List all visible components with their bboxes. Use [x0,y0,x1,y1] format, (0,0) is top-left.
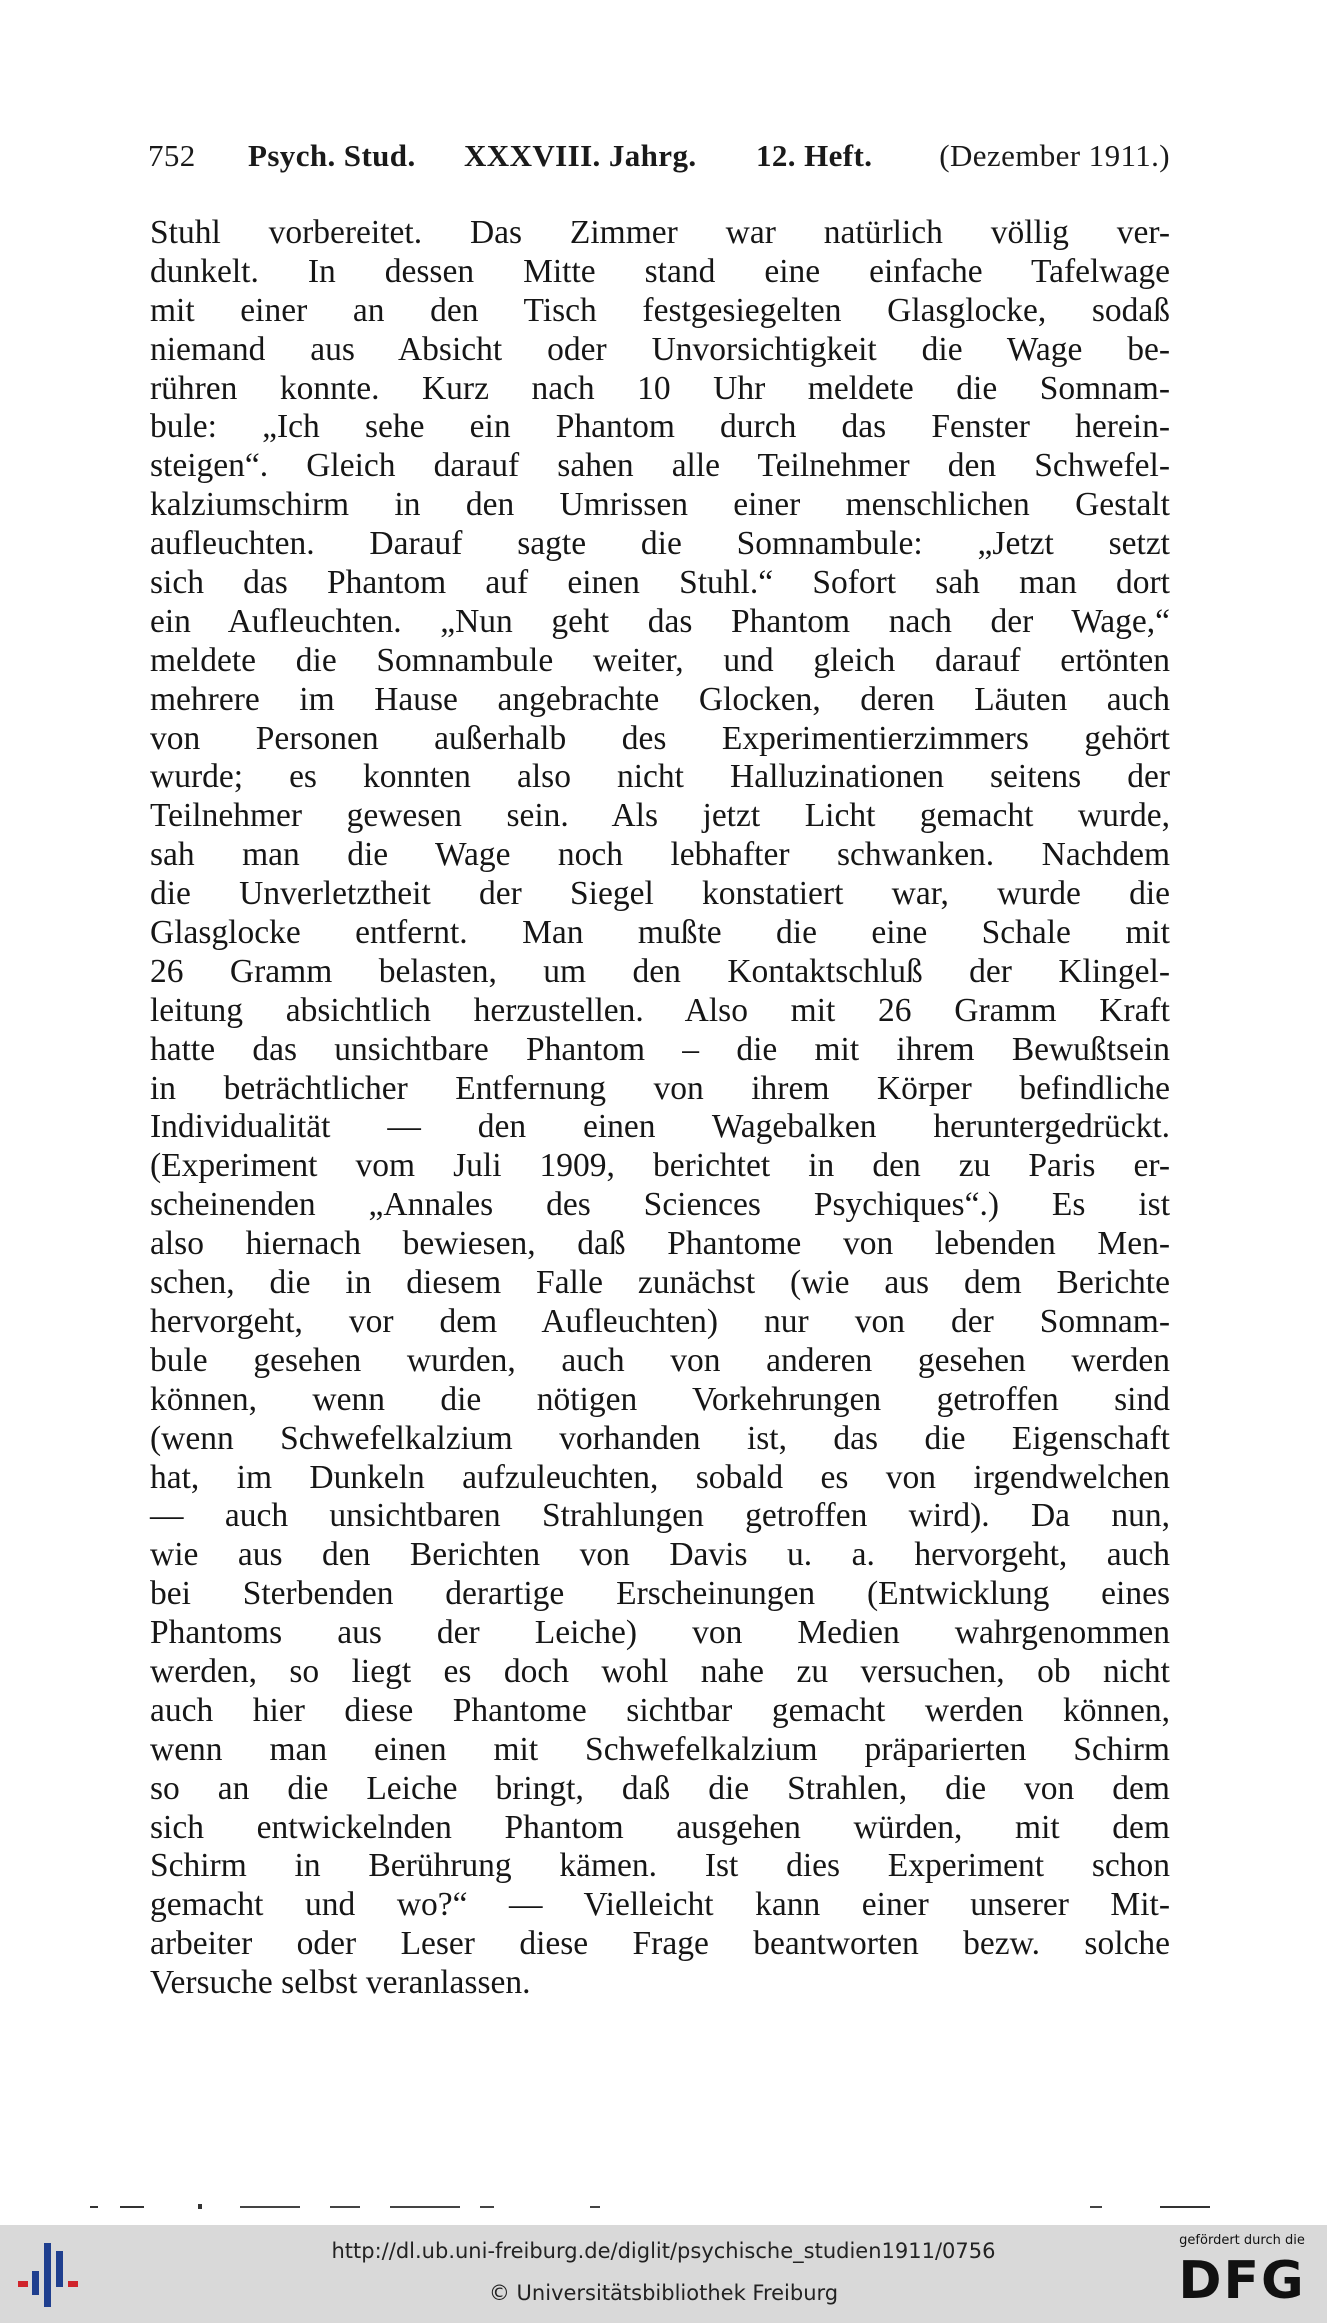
copyright-notice: © Universitätsbibliothek Freiburg [488,2281,839,2305]
text-line: arbeiter oder Leser diese Frage beantworten bezw. solche [150,1925,1170,1963]
text-line: hervorgeht, vor dem Aufleuchten) nur von der Somnam- [150,1302,1170,1340]
text-line: dunkelt. In dessen Mitte stand eine einfache Tafelwage [150,252,1170,290]
text-line: Versuche selbst veranlassen. [150,1964,531,2002]
text-line: sah man die Wage noch lebhafter schwanken. Nachdem [150,836,1170,874]
text-line: mit einer an den Tisch festgesiegelten Glasglocke, sodaß [150,291,1170,329]
volume-label: XXXVIII. Jahrg. [464,138,697,173]
text-line: (wenn Schwefelkalzium vorhanden ist, das die Eigenschaft [150,1419,1170,1457]
text-line: steigen“. Gleich darauf sahen alle Teilnehmer den Schwefel- [150,447,1170,485]
dfg-logo [1168,2233,1316,2317]
text-line: wurde; es konnten also nicht Halluzinationen seitens der [150,758,1170,796]
text-line: sich entwickelnden Phantom ausgehen würden, mit dem [150,1808,1170,1846]
body-text [150,214,1170,2003]
text-line: von Personen außerhalb des Experimentierzimmers gehört [150,719,1170,757]
text-line: Stuhl vorbereitet. Das Zimmer war natürlich völlig ver- [150,214,1170,251]
running-header [148,138,1170,184]
text-line: werden, so liegt es doch wohl nahe zu versuchen, ob nicht [150,1652,1170,1690]
text-line: können, wenn die nötigen Vorkehrungen getroffen sind [150,1380,1170,1418]
text-line: auch hier diese Phantome sichtbar gemacht werden können, [150,1691,1170,1729]
text-line: Individualität — den einen Wagebalken heruntergedrückt. [150,1108,1170,1146]
text-line: Schirm in Berührung kämen. Ist dies Experiment schon [150,1847,1170,1885]
dfg-caption: gefördert durch die [1179,2233,1305,2248]
text-line: die Unverletztheit der Siegel konstatiert war, wurde die [150,875,1170,913]
text-line: bule: „Ich sehe ein Phantom durch das Fenster herein- [150,408,1170,446]
page-number: 752 [148,138,196,173]
text-line: kalziumschirm in den Umrissen einer menschlichen Gestalt [150,486,1170,524]
issue-date: (Dezember 1911.) [939,138,1170,173]
text-line: in beträchtlicher Entfernung von ihrem Körper befindliche [150,1069,1170,1107]
scan-artifact-line [90,2203,1230,2211]
text-line: sich das Phantom auf einen Stuhl.“ Sofort sah man dort [150,564,1170,602]
text-line: mehrere im Hause angebrachte Glocken, deren Läuten auch [150,680,1170,718]
text-line: scheinenden „Annales des Sciences Psychiques“.) Es ist [150,1186,1170,1224]
text-line: ein Aufleuchten. „Nun geht das Phantom nach der Wage,“ [150,602,1170,640]
text-line: wenn man einen mit Schwefelkalzium präparierten Schirm [150,1730,1170,1768]
text-line: Teilnehmer gewesen sein. Als jetzt Licht gemacht wurde, [150,797,1170,835]
text-line: rühren konnte. Kurz nach 10 Uhr meldete die Somnam- [150,369,1170,407]
text-line: hat, im Dunkeln aufzuleuchten, sobald es von irgendwelchen [150,1458,1170,1496]
text-line: also hiernach bewiesen, daß Phantome von lebenden Men- [150,1225,1170,1263]
text-line: leitung absichtlich herzustellen. Also mit 26 Gramm Kraft [150,991,1170,1029]
source-url-link[interactable]: http://dl.ub.uni-freiburg.de/diglit/psychische_studien1911/0756 [331,2239,996,2263]
text-line: Glasglocke entfernt. Man mußte die eine Schale mit [150,914,1170,952]
issue-label: 12. Heft. [756,138,873,173]
viewer-footer [0,2225,1327,2323]
text-line: (Experiment vom Juli 1909, berichtet in den zu Paris er- [150,1147,1170,1185]
text-line: hatte das unsichtbare Phantom – die mit ihrem Bewußtsein [150,1030,1170,1068]
text-line: aufleuchten. Darauf sagte die Somnambule: „Jetzt setzt [150,525,1170,563]
text-line: Phantoms aus der Leiche) von Medien wahrgenommen [150,1614,1170,1652]
text-line: 26 Gramm belasten, um den Kontaktschluß der Klingel- [150,952,1170,990]
text-line: schen, die in diesem Falle zunächst (wie aus dem Berichte [150,1264,1170,1302]
text-line: — auch unsichtbaren Strahlungen getroffen wird). Da nun, [150,1497,1170,1535]
text-line: wie aus den Berichten von Davis u. a. hervorgeht, auch [150,1536,1170,1574]
dfg-wordmark: DFG [1178,2251,1306,2311]
text-line: gemacht und wo?“ — Vielleicht kann einer unserer Mit- [150,1886,1170,1924]
text-line: bule gesehen wurden, auch von anderen gesehen werden [150,1341,1170,1379]
text-line: meldete die Somnambule weiter, und gleich darauf ertönten [150,641,1170,679]
text-line: bei Sterbenden derartige Erscheinungen (Entwicklung eines [150,1575,1170,1613]
text-line: so an die Leiche bringt, daß die Strahlen, die von dem [150,1769,1170,1807]
text-line: niemand aus Absicht oder Unvorsichtigkeit die Wage be- [150,330,1170,368]
journal-title: Psych. Stud. [248,138,416,173]
